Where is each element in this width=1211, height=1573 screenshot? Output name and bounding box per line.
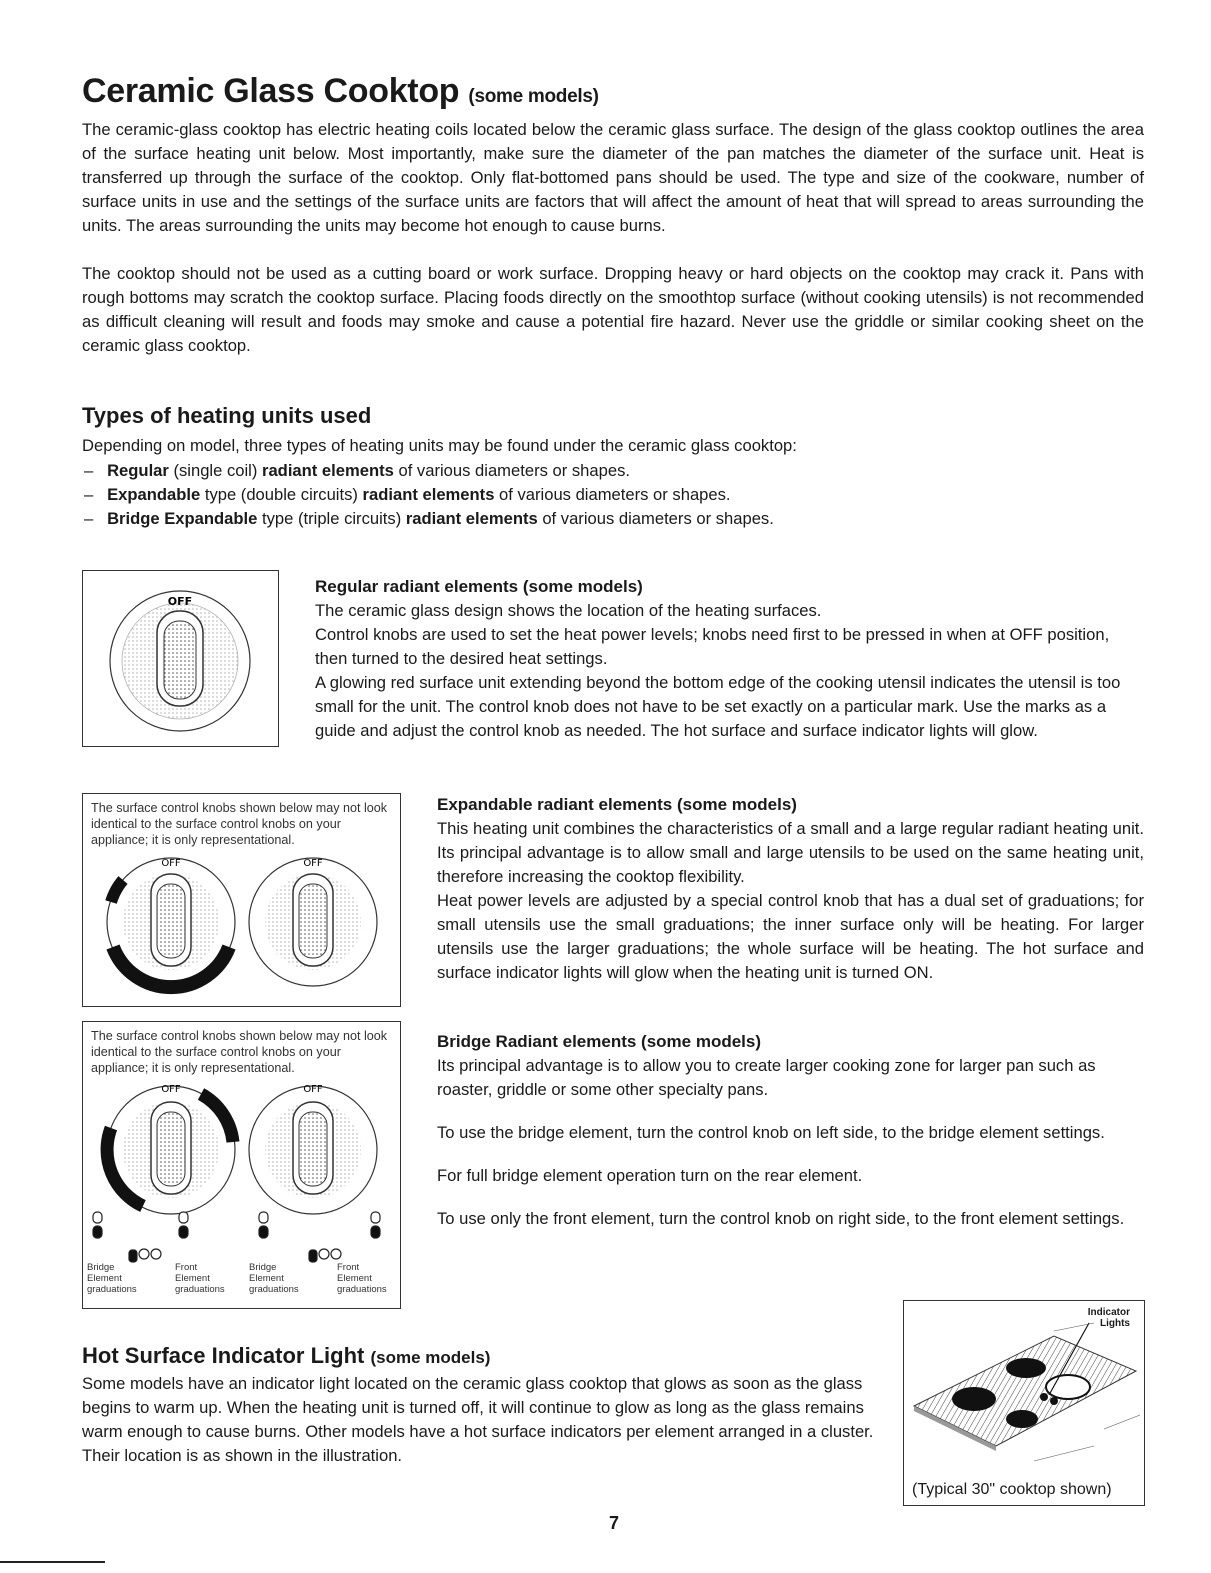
bridge-label-line: graduations (87, 1284, 137, 1295)
expandable-figure-note: The surface control knobs shown below may not look identical to the surface control knobs on your appliance; it is only representational. (91, 801, 388, 847)
indicator-label-line: Indicator (1087, 1307, 1130, 1318)
intro-paragraph-1: The ceramic-glass cooktop has electric heating coils located below the ceramic glass surface. The design of the glass cooktop outlines the area of the surface heating unit below. Most importantly, make sure the diameter of the pan matches the diameter of the surface unit. Heat is transferred up through the surface of the cooktop. Only flat-bottomed pans should be used. The type and size of the cookware, number of surface units in use and the settings of the surface units are factors that will affect the amount of heat that will spread to areas surrounding the units. The areas surrounding the units may become hot enough to cause burns. (82, 120, 1144, 235)
expandable-heading: Expandable radiant elements (some models) (437, 795, 797, 814)
bridge-section (437, 1030, 1144, 1231)
regular-heading: Regular radiant elements (some models) (315, 577, 643, 596)
front-label-line: graduations (175, 1284, 225, 1295)
bridge-paragraph-4: To use only the front element, turn the control knob on right side, to the front element settings. (437, 1209, 1125, 1228)
cooktop-caption: (Typical 30" cooktop shown) (912, 1481, 1112, 1498)
footer-rule (0, 1561, 105, 1563)
front-label-left (175, 1262, 225, 1295)
bridge-paragraph-2: To use the bridge element, turn the control knob on left side, to the bridge element settings. (437, 1123, 1105, 1142)
intro-paragraph-2: The cooktop should not be used as a cutting board or work surface. Dropping heavy or hard objects on the cooktop may crack it. Pans with rough bottoms may scratch the cooktop surface. Placing foods directly on the smoothtop surface (without cooking utensils) is not recommended as difficult cleaning will result and foods may smoke and cause a potential fire hazard. Never use the griddle or similar cooking sheet on the ceramic glass cooktop. (82, 264, 1144, 355)
types-item-regular (84, 459, 630, 483)
bridge-paragraph-1: Its principal advantage is to allow you to create larger cooking zone for larger pan such as roaster, griddle or some other specialty pans. (437, 1056, 1096, 1099)
bullet-bold: radiant elements (362, 485, 495, 504)
knob-off-label: OFF (303, 1084, 323, 1095)
bridge-heading: Bridge Radiant elements (some models) (437, 1032, 762, 1051)
bridge-label-line: Bridge (249, 1262, 277, 1273)
expandable-knobs-figure (82, 793, 401, 1007)
page-title (82, 72, 599, 111)
bullet-text: type (triple circuits) (257, 509, 406, 528)
cooktop-figure (903, 1300, 1145, 1506)
page-number: 7 (609, 1513, 620, 1533)
bridge-element-diagrams-icon (83, 1208, 400, 1268)
indicator-label-line: Lights (1100, 1318, 1130, 1329)
regular-section (315, 575, 1144, 743)
bridge-label-left (87, 1262, 137, 1295)
front-label-line: graduations (337, 1284, 387, 1295)
types-item-bridge (84, 507, 774, 531)
bullet-text: of various diameters or shapes. (537, 509, 774, 528)
bullet-bold: Bridge Expandable (107, 509, 258, 528)
front-label-line: Element (175, 1273, 210, 1284)
regular-knob-figure (82, 570, 279, 747)
bullet-bold: Expandable (107, 485, 201, 504)
expandable-section (437, 793, 1144, 985)
front-label-line: Front (337, 1262, 360, 1273)
bridge-label-line: graduations (249, 1284, 299, 1295)
expandable-knobs-icon (83, 852, 400, 1002)
bridge-figure-note: The surface control knobs shown below may not look identical to the surface control knobs on your appliance; it is only representational. (91, 1029, 388, 1075)
hot-surface-heading-main: Hot Surface Indicator Light (82, 1343, 365, 1368)
hot-surface-text: Some models have an indicator light located on the ceramic glass cooktop that glows as soon as the glass begins to warm up. When the heating unit is turned off, it will continue to glow as long as the glass remains warm enough to cause burns. Other models have a hot surface indicators per element arranged in a cluster. Their location is as shown in the illustration. (82, 1374, 874, 1465)
bullet-bold: radiant elements (262, 461, 394, 480)
bullet-text: (single coil) (168, 461, 262, 480)
types-lead: Depending on model, three types of heating units may be found under the ceramic glass cooktop: (82, 436, 797, 455)
types-heading: Types of heating units used (82, 403, 372, 428)
regular-knob-icon (83, 571, 278, 746)
bridge-label-right (249, 1262, 299, 1295)
types-item-expandable (84, 483, 731, 507)
bridge-label-line: Element (87, 1273, 122, 1284)
bullet-bold: radiant elements (405, 509, 538, 528)
bullet-dash: – (84, 461, 94, 480)
title-main: Ceramic Glass Cooktop (82, 72, 460, 110)
knob-off-label: OFF (167, 595, 193, 608)
bridge-paragraph-3: For full bridge element operation turn on the rear element. (437, 1166, 863, 1185)
front-label-right (337, 1262, 387, 1295)
bridge-label-line: Bridge (87, 1262, 115, 1273)
regular-text: The ceramic glass design shows the location of the heating surfaces. Control knobs are used to set the heat power levels; knobs need first to be pressed in when at OFF position, then turned to the desired heat settings. A glowing red surface unit extending beyond the bottom edge of the cooking utensil indicates the utensil is too small for the unit. The control knob does not have to be set exactly on a particular mark. Use the marks as a guide and adjust the control knob as needed. The hot surface and surface indicator lights will glow. (315, 601, 1121, 740)
title-suffix: (some models) (468, 86, 599, 107)
bridge-knobs-figure (82, 1021, 401, 1309)
knob-off-label: OFF (303, 858, 323, 869)
knob-off-label: OFF (161, 858, 181, 869)
bullet-bold: Regular (107, 461, 169, 480)
expandable-text: This heating unit combines the characteristics of a small and a large regular radiant heating unit. Its principal advantage is to allow small and large utensils to be used on the same heating unit, therefore increasing the cooktop flexibility. Heat power levels are adjusted by a special control knob that has a dual set of graduations; for small utensils use the small graduations; the inner surface only will be heating. For larger utensils use the larger graduations; the whole surface will be heating. The hot surface and surface indicator lights will glow when the heating unit is turned ON. (437, 819, 1144, 982)
bullet-text: of various diameters or shapes. (393, 461, 630, 480)
front-label-line: Element (337, 1273, 372, 1284)
bullet-dash: – (84, 485, 94, 504)
hot-surface-heading-suffix: (some models) (370, 1348, 491, 1367)
bullet-text: of various diameters or shapes. (494, 485, 731, 504)
cooktop-icon (904, 1301, 1144, 1481)
hot-surface-heading (82, 1343, 490, 1369)
knob-off-label: OFF (161, 1084, 181, 1095)
bullet-text: type (double circuits) (200, 485, 363, 504)
bullet-dash: – (84, 509, 94, 528)
front-label-line: Front (175, 1262, 198, 1273)
bridge-label-line: Element (249, 1273, 284, 1284)
